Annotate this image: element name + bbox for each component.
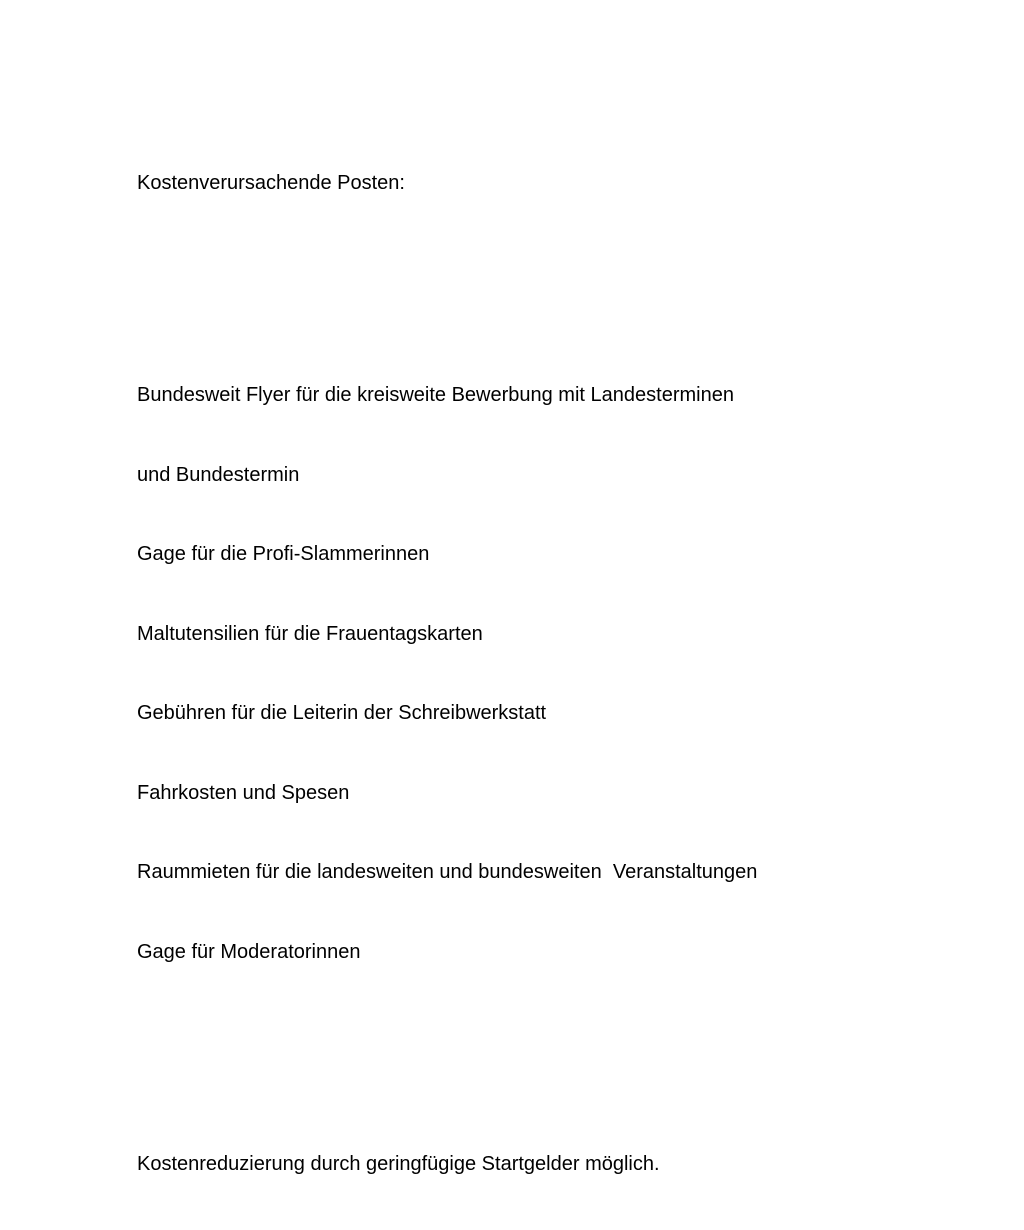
cost-item-list xyxy=(137,329,997,1018)
cost-item: Bundesweit Flyer für die kreisweite Bewerbung mit Landesterminen xyxy=(137,384,734,406)
cost-item: Gage für Moderatorinnen xyxy=(137,940,361,963)
cost-item: Raummieten für die landesweiten und bundesweiten Veranstaltungen xyxy=(137,861,758,883)
slide-heading: Kostenverursachende Posten: xyxy=(137,172,405,194)
cost-item: Gage für die Profi-Slammerinnen xyxy=(137,543,430,565)
cost-item: Fahrkosten und Spesen xyxy=(137,781,350,804)
spacer xyxy=(137,1071,997,1098)
cost-reduction-note: Kostenreduzierung durch geringfügige Startgelder möglich. xyxy=(137,1152,660,1175)
cost-item: Maltutensilien für die Frauentagskarten xyxy=(137,622,483,645)
cost-item: Gebühren für die Leiterin der Schreibwerkstatt xyxy=(137,702,547,724)
cost-item: und Bundestermin xyxy=(137,463,300,486)
slide-content xyxy=(137,117,997,1230)
spacer xyxy=(137,250,997,277)
